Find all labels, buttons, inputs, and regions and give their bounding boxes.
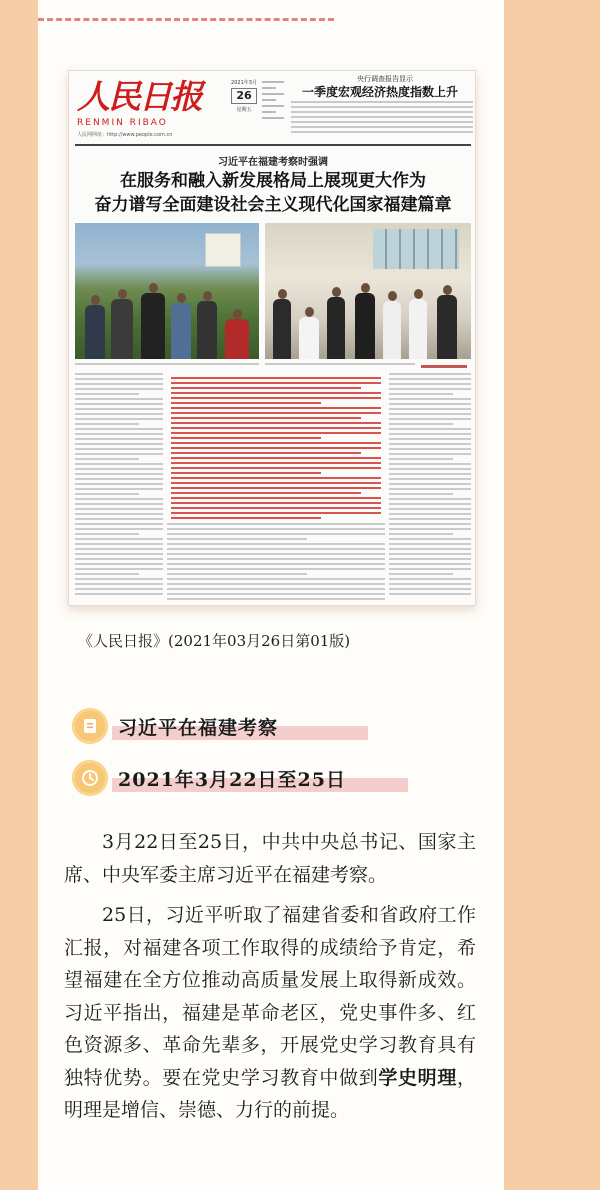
photo-field-visit	[75, 223, 259, 359]
photo-caption-left	[75, 363, 259, 365]
masthead	[77, 77, 227, 137]
event-tag-text: 习近平在福建考察	[118, 717, 279, 739]
document-icon	[72, 708, 108, 744]
photo-hospital-visit	[265, 223, 471, 359]
photo-sign	[205, 233, 241, 267]
clock-icon	[72, 760, 108, 796]
paragraph-2-text: 25日，习近平听取了福建省委和省政府工作汇报，对福建各项工作取得的成绩给予肯定，希望福建在全方位推动高质量发展上取得新成效。习近平指出，福建是革命老区，党史事件多、红色资源多、革命先辈多，开展党史学习教育具有独特优势。要在党史学习教育中做到	[64, 904, 476, 1089]
article-body	[64, 826, 476, 1135]
date-tag-text: 2021年3月22日至25日	[118, 769, 346, 791]
paragraph-2-emphasis: 学史明理	[378, 1066, 457, 1089]
main-headline	[69, 169, 476, 217]
issue-date: 2021年3月	[231, 80, 257, 86]
paragraph-2	[64, 899, 476, 1127]
issue-day: 26	[231, 88, 257, 104]
article-column-middle	[167, 523, 385, 603]
dashed-divider	[38, 18, 334, 21]
article-column-right	[389, 373, 471, 598]
photo-credit	[421, 365, 467, 368]
photo-window	[373, 229, 459, 269]
top-headline: 一季度宏观经济热度指数上升	[301, 85, 458, 99]
issue-weekday: 星期五	[236, 107, 252, 113]
issue-box	[231, 79, 257, 113]
main-headline-line-2: 奋力谱写全面建设社会主义现代化国家福建篇章	[94, 195, 452, 215]
main-headline-line-1: 在服务和融入新发展格局上展现更大作为	[120, 171, 426, 191]
paragraph-2-end: ，明理是增信、崇德、力行的前提。	[64, 1066, 476, 1121]
newspaper-caption: 《人民日报》(2021年03月26日第01版)	[78, 632, 351, 650]
top-kicker: 央行调查报告显示	[357, 75, 413, 83]
masthead-title: 人民日报	[77, 77, 201, 116]
photo-caption-right	[265, 363, 415, 365]
masthead-rule	[75, 144, 471, 146]
paragraph-1: 3月22日至25日，中共中央总书记、国家主席、中央军委主席习近平在福建考察。	[64, 831, 476, 886]
newspaper-front-page	[68, 70, 476, 606]
article-column-left	[75, 373, 163, 598]
sub-headline: 习近平在福建考察时强调	[218, 157, 328, 168]
key-points-box	[167, 373, 385, 519]
top-article-text	[291, 101, 473, 141]
masthead-pinyin: RENMIN RIBAO	[77, 118, 168, 128]
masthead-info-lines	[262, 81, 284, 123]
masthead-url: 人民网网址：http://www.people.com.cn	[77, 132, 173, 138]
